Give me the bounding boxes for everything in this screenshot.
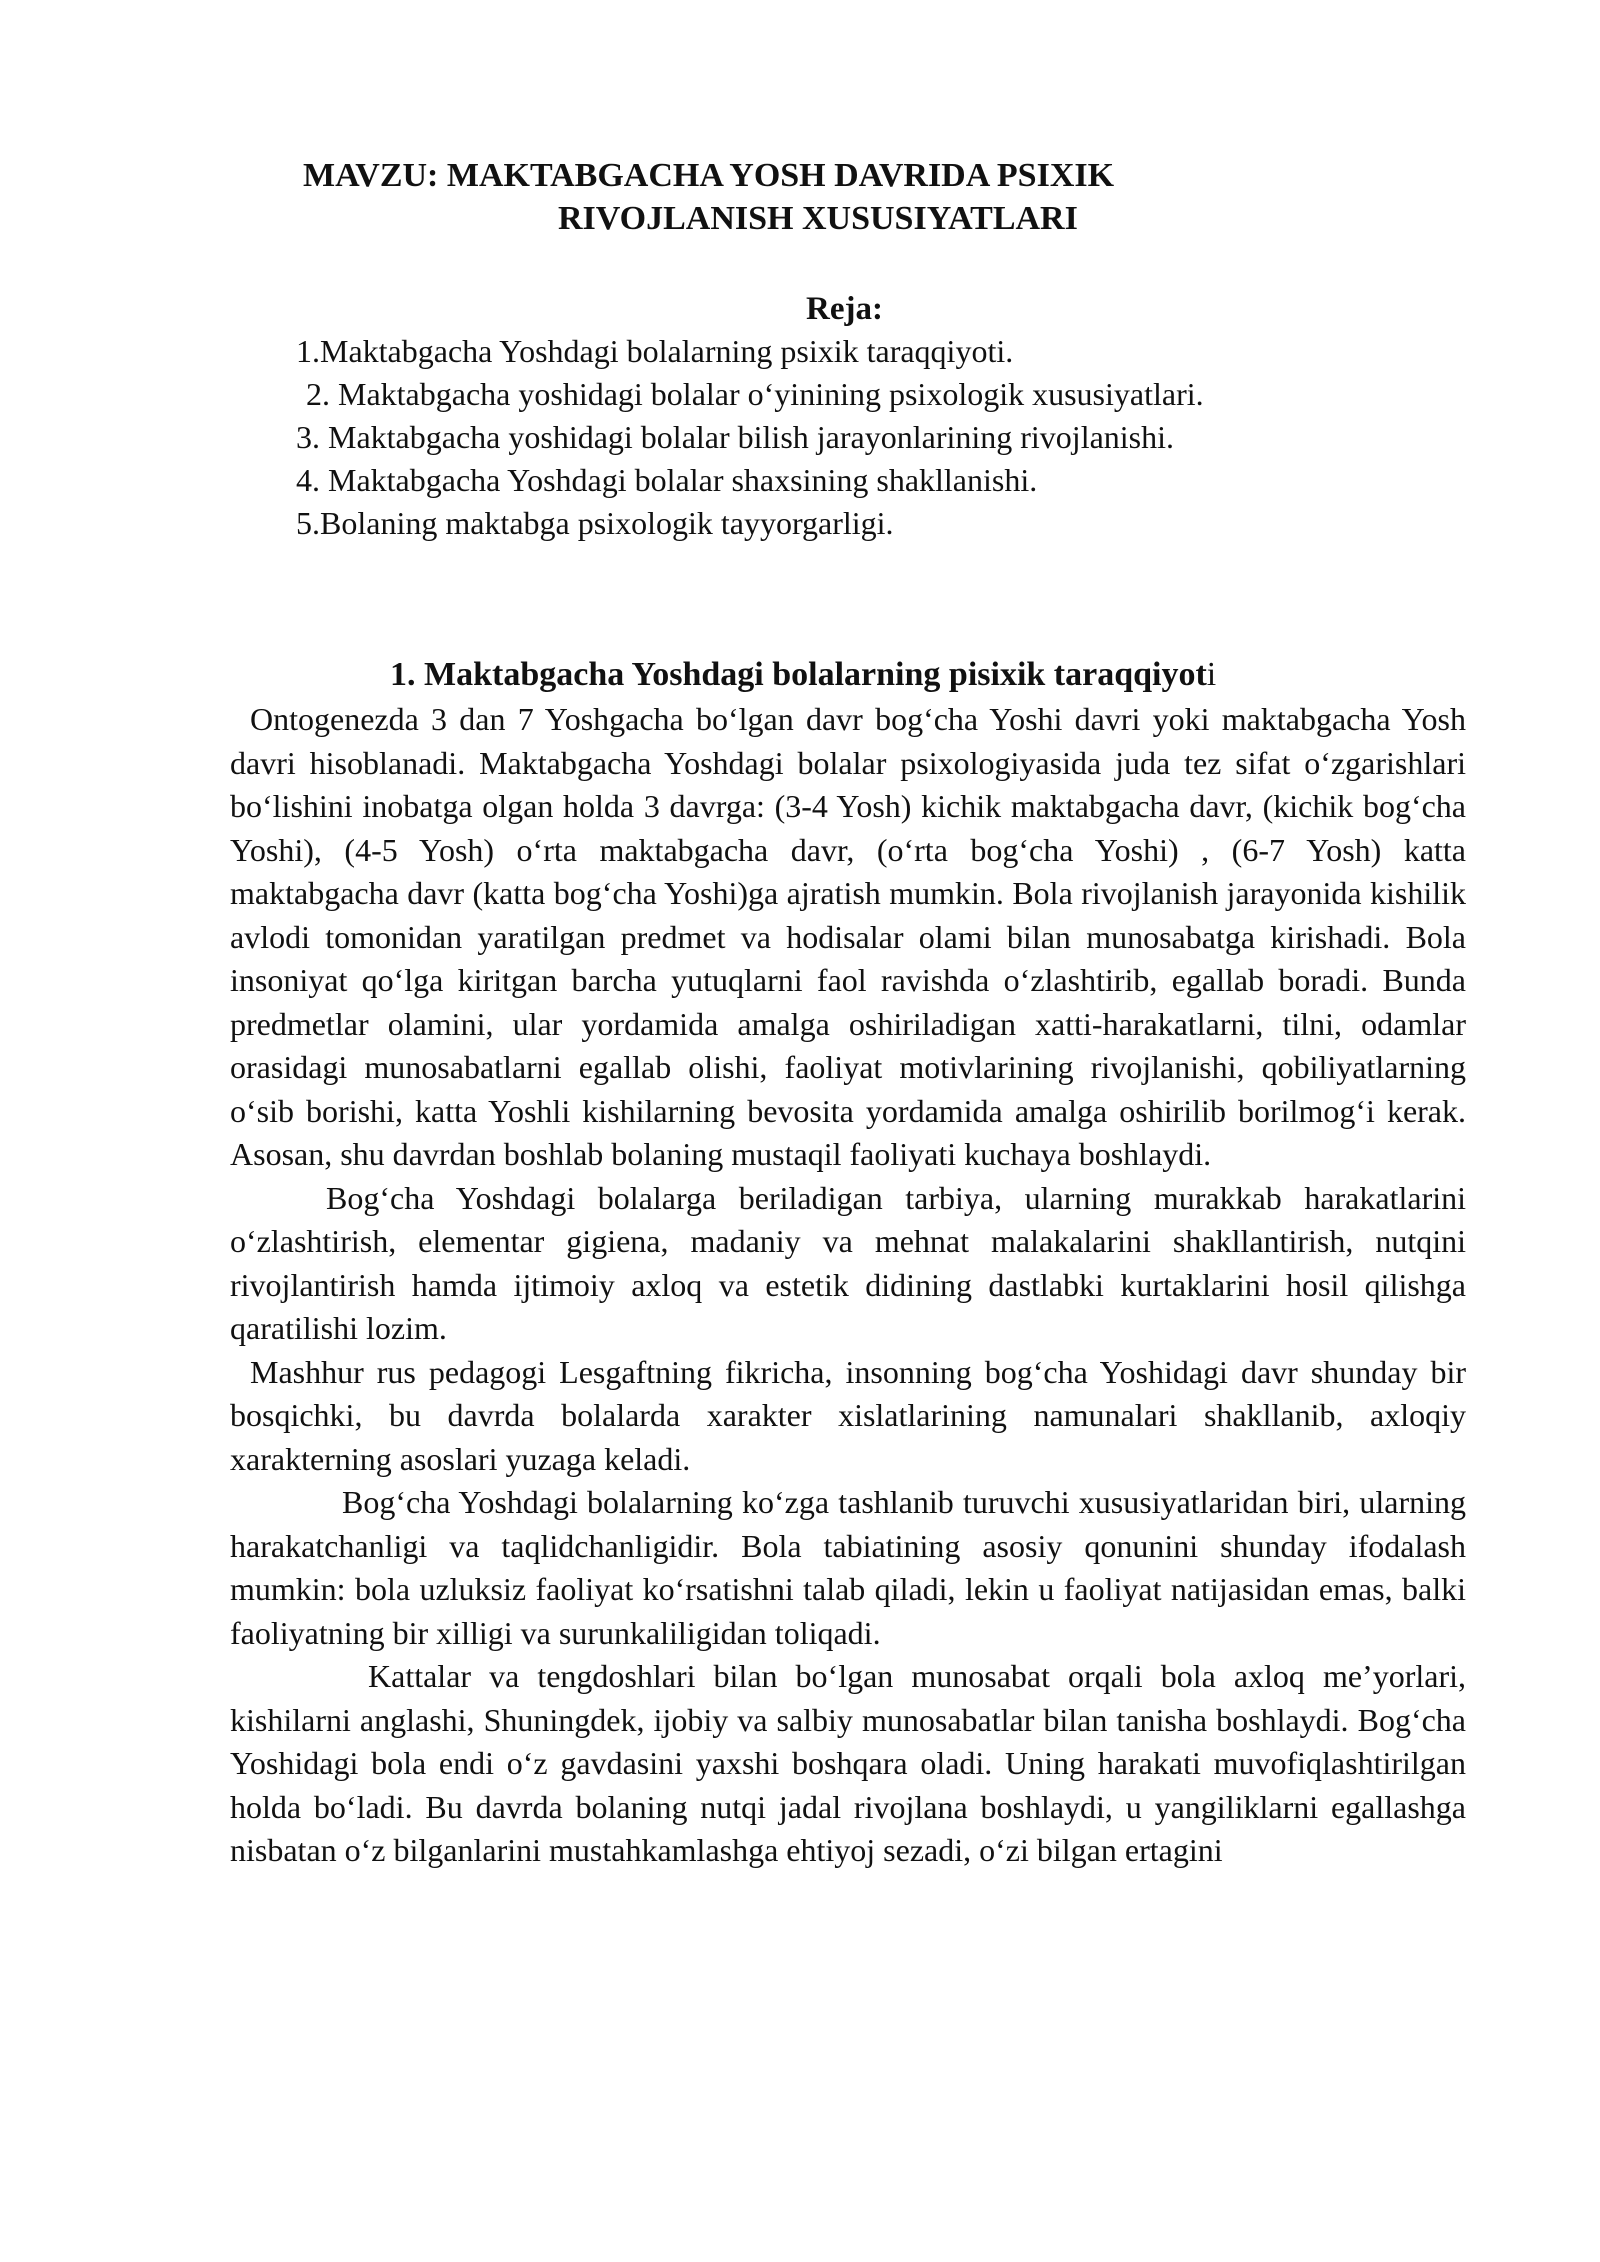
plan-item-4: 4. Maktabgacha Yoshdagi bolalar shaxsining shakllanishi. (296, 462, 1038, 498)
body-paragraph-5: Kattalar va tengdoshlari bilan bo‘lgan munosabat orqali bola axloq me’yorlari, kishilarni anglashi, Shuningdek, ijobiy va salbiy munosabatlar bilan tanisha boshlaydi. Bog‘cha Yoshidagi bola endi o‘z gavdasini yaxshi boshqara oladi. Uning harakati muvofiqlashtirilgan holda bo‘ladi. Bu davrda bolaning nutqi jadal rivojlana boshlaydi, u yangiliklarni egallashga nisbatan o‘z bilganlarini mustahkamlashga ehtiyoj sezadi, o‘zi bilgan ertagini (230, 1658, 1466, 1868)
body-paragraph-2: Bog‘cha Yoshdagi bolalarga beriladigan tarbiya, ularning murakkab harakatlarini o‘zlashtirish, elementar gigiena, madaniy va mehnat malakalarini shakllantirish, nutqini rivojlantirish hamda ijtimoiy axloq va estetik didining dastlabki kurtaklarini hosil qilishga qaratilishi lozim. (230, 1179, 1466, 1346)
plan-heading: Reja: (806, 291, 883, 327)
body-paragraph-4: Bog‘cha Yoshdagi bolalarning ko‘zga tashlanib turuvchi xususiyatlaridan biri, ularning harakatchanligi va taqlidchanligidir. Bola tabiatining asosiy qonunini shunday ifodalash mumkin: bola uzluksiz faoliyat ko‘rsatishni talab qiladi, lekin u faoliyat natijasidan emas, balki faoliyatning bir xilligi va surunkaliligidan toliqadi. (230, 1484, 1466, 1651)
plan-item-2: 2. Maktabgacha yoshidagi bolalar o‘yinining psixologik xususiyatlari. (306, 376, 1204, 412)
section-body (230, 698, 1466, 1873)
body-paragraph-1: Ontogenezda 3 dan 7 Yoshgacha bo‘lgan davr bog‘cha Yoshi davri yoki maktabgacha Yosh davri hisoblanadi. Maktabgacha Yoshdagi bolalar psixologiyasida juda tez sifat o‘zgarishlari bo‘lishini inobatga olgan holda 3 davrga: (3-4 Yosh) kichik maktabgacha davr, (kichik bog‘cha Yoshi), (4-5 Yosh) o‘rta maktabgacha davr, (o‘rta bog‘cha Yoshi) , (6-7 Yosh) katta maktabgacha davr (katta bog‘cha Yoshi)ga ajratish mumkin. Bola rivojlanish jarayonida kishilik avlodi tomonidan yaratilgan predmet va hodisalar olami bilan munosabatga kirishadi. Bola insoniyat qo‘lga kiritgan barcha yutuqlarni faol ravishda o‘zlashtirib, egallab boradi. Bunda predmetlar olamini, ular yordamida amalga oshiriladigan xatti-harakatlarni, tilni, odamlar orasidagi munosabatlarni egallab olishi, faoliyat motivlarining rivojlanishi, qobiliyatlarning o‘sib borishi, katta Yoshli kishilarning bevosita yordamida amalga oshirilib borilmog‘i kerak. Asosan, shu davrdan boshlab bolaning mustaqil faoliyati kuchaya boshlaydi. (230, 701, 1466, 1172)
document-title-line-2: RIVOJLANISH XUSUSIYATLARI (558, 200, 1078, 237)
plan-item-3: 3. Maktabgacha yoshidagi bolalar bilish jarayonlarining rivojlanishi. (296, 419, 1175, 455)
section-heading-text: 1. Maktabgacha Yoshdagi bolalarning pisixik taraqqiyot (390, 656, 1207, 693)
body-paragraph-3: Mashhur rus pedagogi Lesgaftning fikricha, insonning bog‘cha Yoshidagi davr shunday bir bosqichki, bu davrda bolalarda xarakter xislatlarining namunalari shakllanib, axloqiy xarakterning asoslari yuzaga keladi. (230, 1353, 1466, 1477)
document-title-line-1: MAVZU: MAKTABGACHA YOSH DAVRIDA PSIXIK (303, 157, 1115, 194)
section-heading-tail: i (1206, 656, 1217, 693)
plan-item-5: 5.Bolaning maktabga psixologik tayyorgarligi. (296, 505, 894, 541)
section-heading (390, 653, 1216, 697)
plan-item-1: 1.Maktabgacha Yoshdagi bolalarning psixik taraqqiyoti. (296, 333, 1014, 369)
